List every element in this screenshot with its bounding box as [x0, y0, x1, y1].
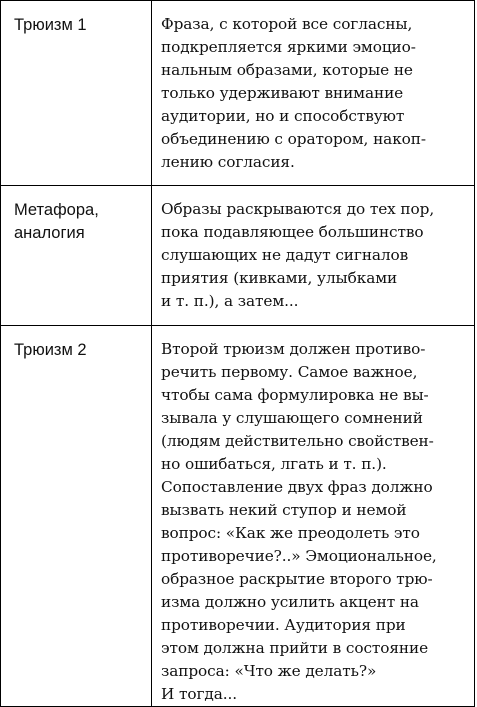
text-line: этом должна прийти в состояние: [161, 639, 429, 657]
text-line: изма должно усилить акцент на: [161, 593, 419, 611]
text-line: противоречии. Аудитория при: [161, 616, 406, 634]
row-label-cell: [1, 326, 152, 707]
text-line: И тогда...: [161, 685, 238, 703]
text-line: Образы раскрываются до тех пор,: [161, 200, 435, 218]
text-line: вопрос: «Как же преодолеть это: [161, 524, 420, 542]
text-line: только удерживают внимание: [161, 84, 404, 102]
text-line: пока подавляющее большинство: [161, 223, 424, 241]
text-line: Фраза, с которой все согласны,: [161, 15, 413, 33]
text-line: Второй трюизм должен противо-: [161, 340, 426, 358]
text-line: слушающих не дадут сигналов: [161, 246, 409, 264]
row-description-cell: [152, 1, 475, 186]
text-line: противоречие?..» Эмоциональное,: [161, 547, 437, 565]
text-line: и т. п.), а затем...: [161, 292, 299, 310]
text-line: лению согласия.: [161, 153, 295, 171]
text-line: объединению с оратором, накоп-: [161, 130, 426, 148]
text-line: речить первому. Самое важное,: [161, 363, 418, 381]
text-line: чтобы сама формулировка не вы-: [161, 386, 429, 404]
table-row-truism-2: [1, 326, 475, 707]
row-description-cell: [152, 326, 475, 707]
text-line: Сопоставление двух фраз должно: [161, 478, 433, 496]
row-label: Трюизм 1: [14, 16, 87, 34]
row-label: Трюизм 2: [14, 341, 87, 359]
text-line: образное раскрытие второго трю-: [161, 570, 433, 588]
table-row-truism-1: [1, 1, 475, 186]
row-label-cell: [1, 186, 152, 326]
row-label: Метафора,: [14, 201, 99, 219]
text-line: зывала у слушающего сомнений: [161, 409, 423, 427]
text-line: вызвать некий ступор и немой: [161, 501, 407, 519]
text-line: нальным образами, которые не: [161, 61, 413, 79]
text-line: аудитории, но и способствуют: [161, 107, 405, 125]
text-line: приятия (кивками, улыбками: [161, 269, 398, 287]
text-line: подкрепляется яркими эмоцио-: [161, 38, 416, 56]
row-label: аналогия: [14, 224, 85, 242]
text-line: запроса: «Что же делать?»: [161, 662, 377, 680]
table-row-metaphor: [1, 186, 475, 326]
row-label-cell: [1, 1, 152, 186]
row-description-cell: [152, 186, 475, 326]
text-line: (людям действительно свойствен-: [161, 432, 434, 450]
text-line: но ошибаться, лгать и т. п.).: [161, 455, 387, 473]
